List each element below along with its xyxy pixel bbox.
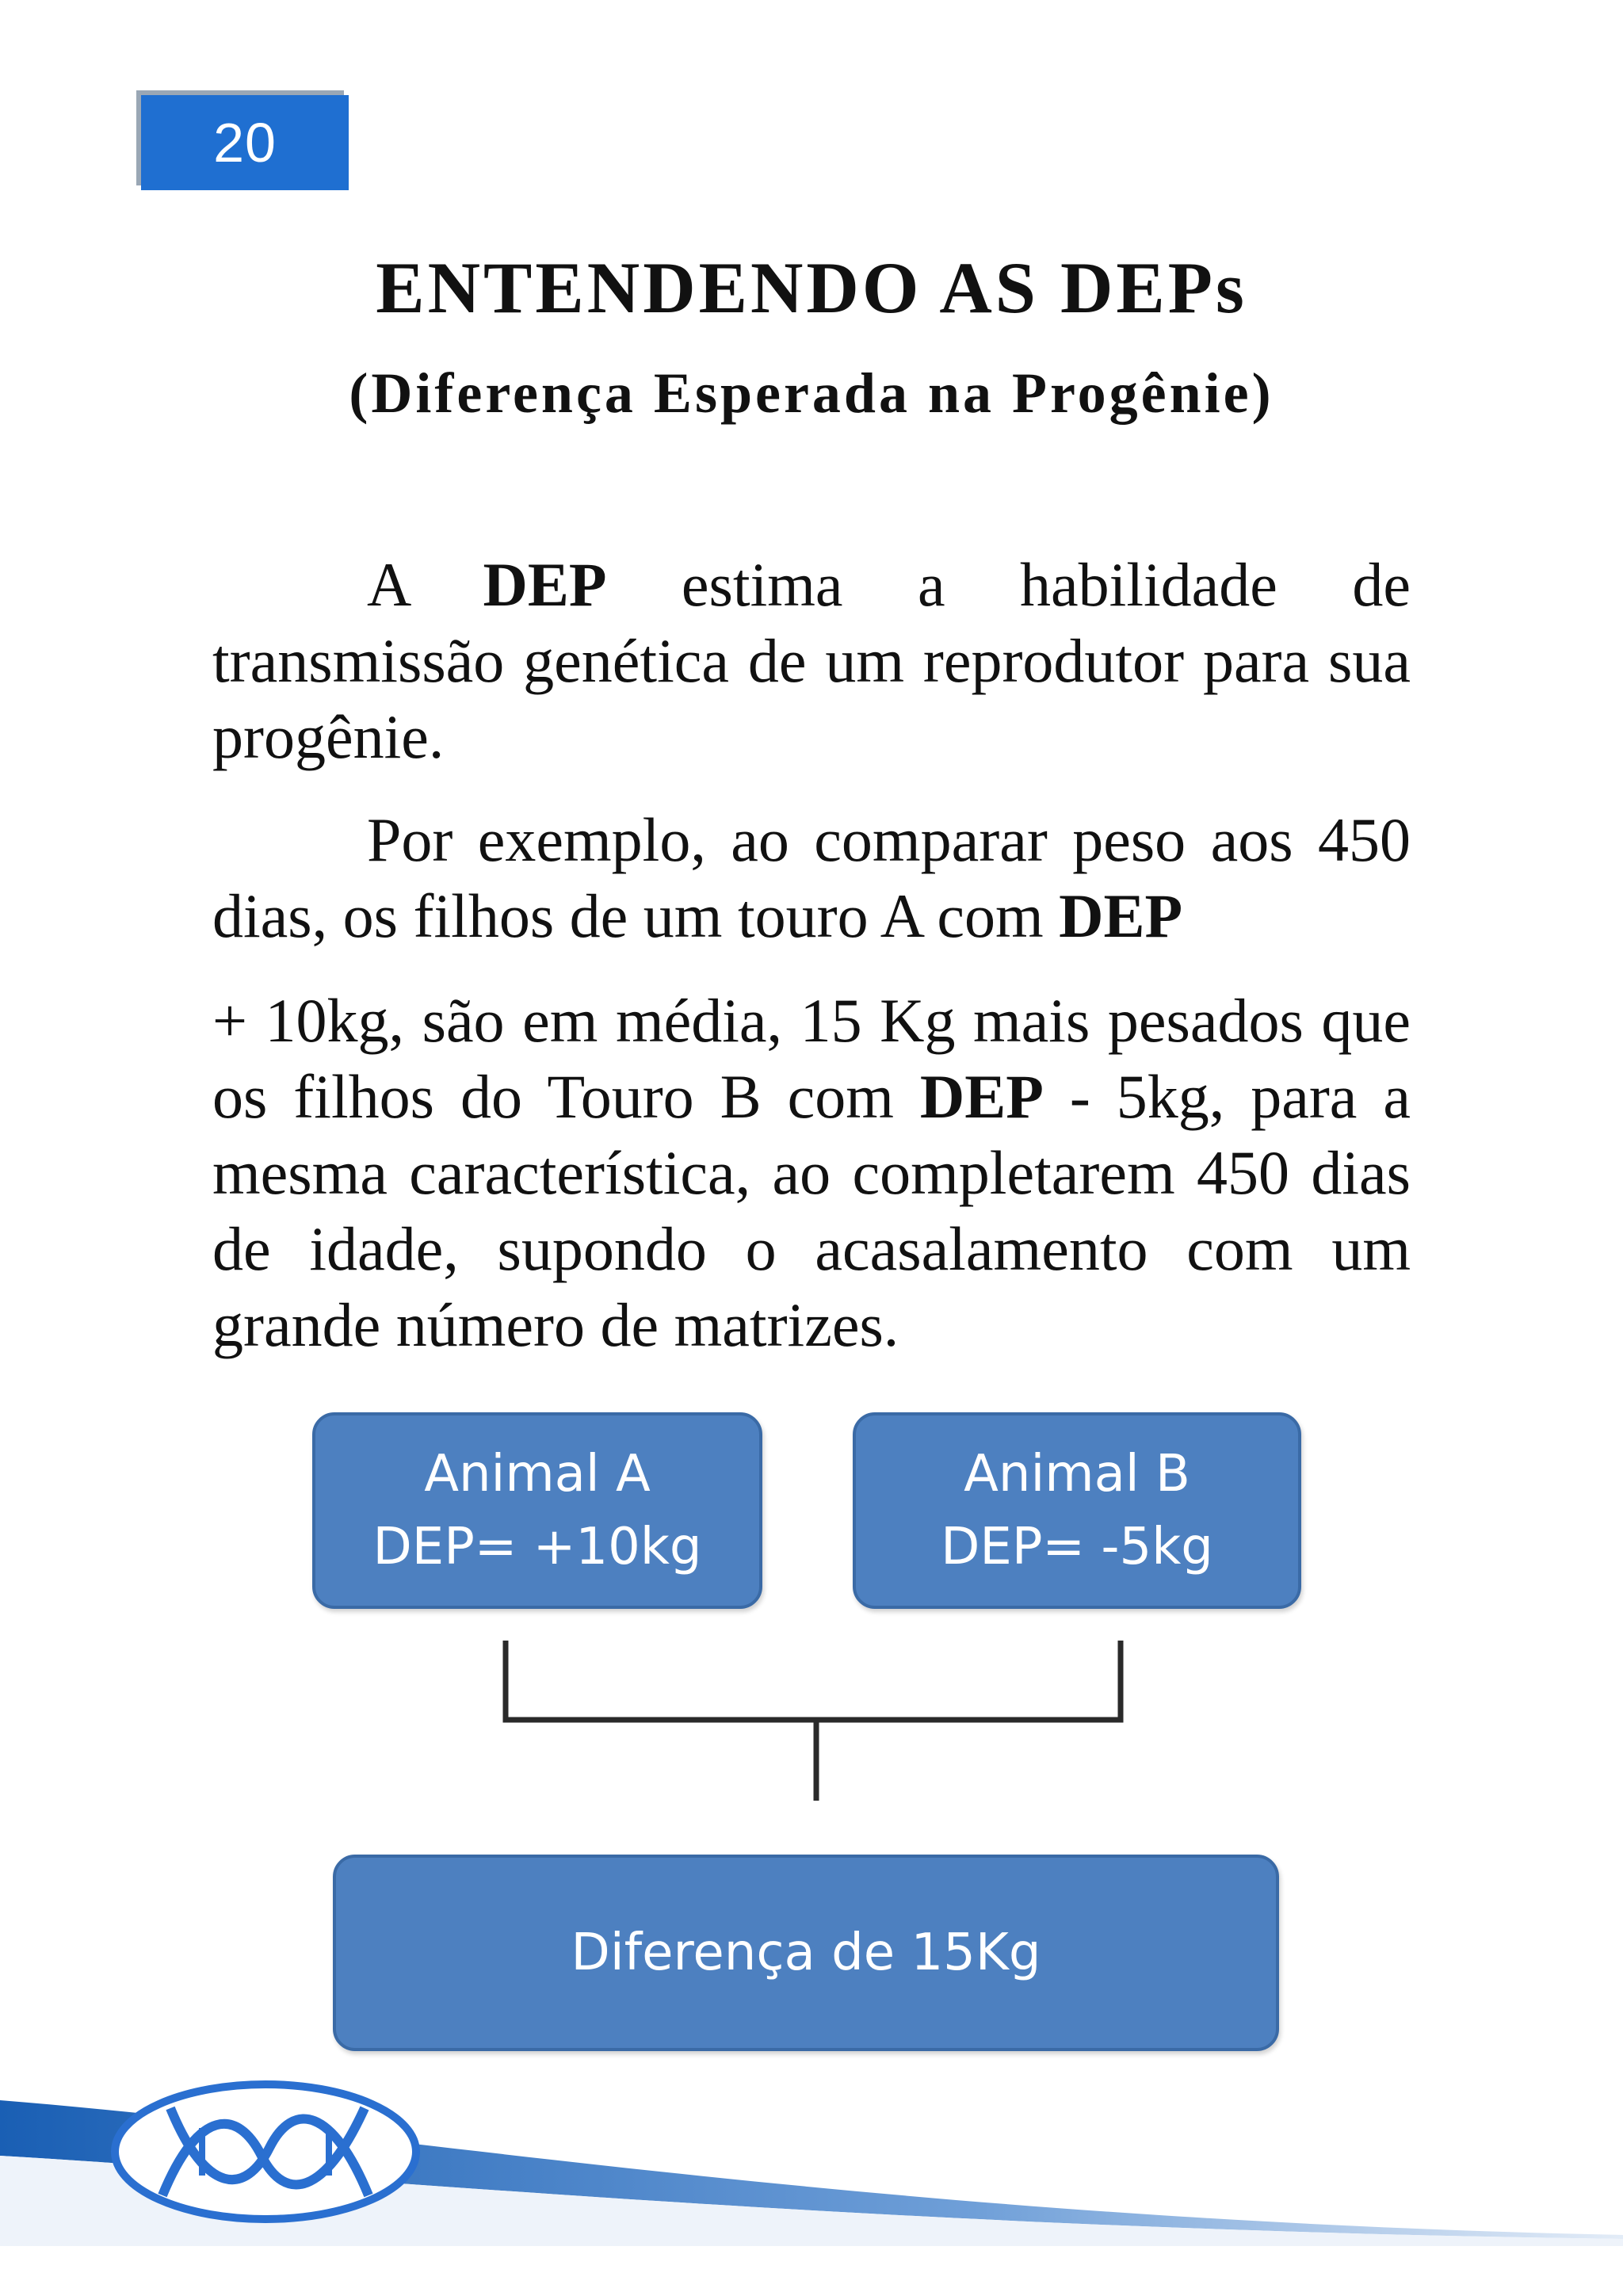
page-subtitle: (Diferença Esperada na Progênie) <box>349 361 1274 425</box>
dna-logo-icon <box>115 2084 416 2219</box>
paragraph-1-text-a: A <box>367 550 483 619</box>
paragraph-1-text-b: estima a habilidade de transmissão genética de um reprodutor para sua progênie. <box>212 550 1411 771</box>
page-number: 20 <box>213 112 277 174</box>
paragraph-3-bold: DEP <box>919 1062 1044 1131</box>
paragraph-2-bold: DEP <box>1059 881 1183 950</box>
paragraph-1-bold: DEP <box>483 550 607 619</box>
animal-a-dep: DEP= +10kg <box>372 1518 702 1576</box>
page-title: ENTENDENDO AS DEPs <box>376 247 1247 328</box>
result-text: Diferença de 15Kg <box>571 1924 1041 1982</box>
animal-b-dep: DEP= -5kg <box>941 1518 1213 1576</box>
footer-wave <box>0 2061 1623 2296</box>
result-box <box>333 1855 1279 2051</box>
paragraph-3-text-b: - 5kg, para a mesma característica, ao completarem 450 dias de idade, supondo o acasalamento com um grande número de matrizes. <box>212 1062 1411 1359</box>
paragraph-2-text-a: Por exemplo, ao comparar peso aos 450 dias, os filhos de um touro A com <box>212 805 1411 950</box>
animal-a-name: Animal A <box>424 1445 651 1503</box>
paragraph-3-text-a: + 10kg, são em média, 15 Kg mais pesados que os filhos do Touro B com <box>212 986 1411 1131</box>
animal-b-name: Animal B <box>964 1445 1190 1503</box>
